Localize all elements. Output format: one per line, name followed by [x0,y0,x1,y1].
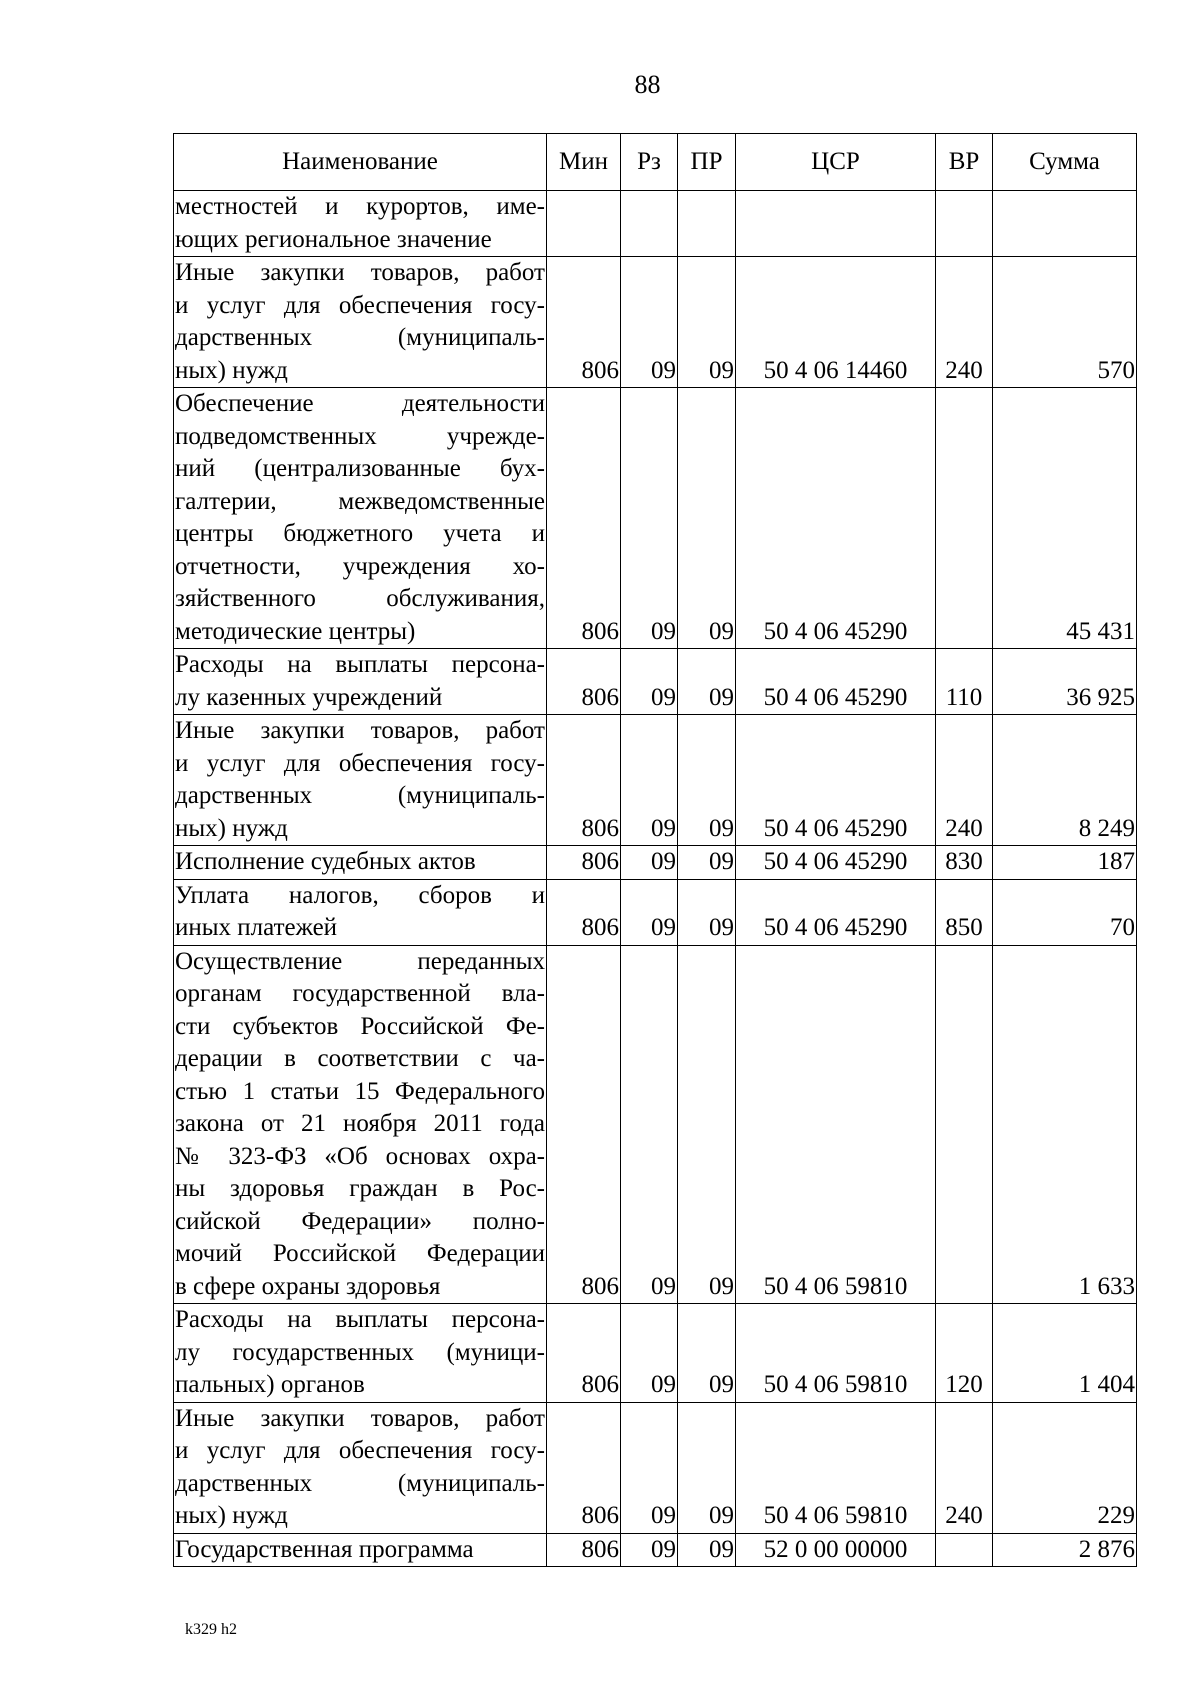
budget-table [173,133,1137,1567]
page-number: 88 [634,70,661,99]
table-row [174,649,1137,715]
cell-name-line: дарственных (муниципаль- [175,324,545,351]
cell-sum: 1 404 [993,1304,1137,1403]
cell-name-line: Иные закупки товаров, работ [175,259,545,286]
cell-name-line: закона от 21 ноября 2011 года [175,1110,545,1137]
cell-csr: 50 4 06 45290 [736,846,936,880]
cell-name-line: методические центры) [175,617,416,645]
cell-vr: 240 [936,1402,993,1533]
cell-sum: 187 [993,846,1137,880]
cell-name-line: ных) нужд [175,356,288,384]
cell-name-line: Государственная программа [175,1535,474,1563]
cell-sum: 36 925 [993,649,1137,715]
cell-name-line: подведомственных учрежде- [175,422,545,450]
cell-name [174,1304,547,1403]
cell-min: 806 [547,388,621,649]
cell-name-line: и услуг для обеспечения госу- [175,291,545,319]
cell-pr: 09 [678,388,736,649]
cell-name-line: ных) нужд [175,814,288,842]
cell-name-line: и услуг для обеспечения госу- [175,1437,545,1464]
cell-name [174,388,547,649]
column-header-csr: ЦСР [736,134,936,191]
cell-csr [736,191,936,257]
cell-rz: 09 [621,715,678,846]
cell-name-line: отчетности, учреждения хо- [175,552,545,580]
cell-name-line: и услуг для обеспечения госу- [175,749,545,777]
cell-name-line: дарственных (муниципаль- [175,1469,545,1497]
cell-pr: 09 [678,1304,736,1403]
table-row [174,1304,1137,1403]
cell-name [174,257,547,388]
cell-min: 806 [547,257,621,388]
cell-name-line: Осуществление переданных [175,947,545,975]
cell-name-line: лу государственных (муници- [175,1338,545,1366]
cell-pr: 09 [678,945,736,1304]
cell-sum [993,191,1137,257]
cell-name-line: ных) нужд [175,1502,288,1529]
cell-rz: 09 [621,1304,678,1403]
cell-name-line: сийской Федерации» полно- [175,1207,545,1235]
cell-name [174,879,547,945]
table-row [174,846,1137,880]
cell-min: 806 [547,1533,621,1567]
cell-name-line: ющих региональное значение [175,225,492,253]
cell-pr: 09 [678,715,736,846]
cell-sum: 229 [993,1402,1137,1533]
table-row [174,715,1137,846]
cell-name-line: сти субъектов Российской Фе- [175,1012,545,1040]
cell-vr: 110 [936,649,993,715]
cell-name-line: Расходы на выплаты персона- [175,651,545,678]
cell-pr: 09 [678,257,736,388]
cell-sum: 45 431 [993,388,1137,649]
column-header-sum: Сумма [993,134,1137,191]
table-row [174,388,1137,649]
cell-pr [678,191,736,257]
cell-rz [621,191,678,257]
cell-vr [936,1533,993,1567]
cell-csr: 50 4 06 45290 [736,388,936,649]
table-row [174,257,1137,388]
cell-pr: 09 [678,1402,736,1533]
cell-csr: 50 4 06 59810 [736,1304,936,1403]
table-row [174,879,1137,945]
cell-min: 806 [547,1402,621,1533]
cell-rz: 09 [621,945,678,1304]
cell-name-line: мочий Российской Федерации [175,1240,545,1267]
cell-csr: 52 0 00 00000 [736,1533,936,1567]
cell-name-line: иных платежей [175,914,338,941]
cell-name [174,1533,547,1567]
cell-vr: 120 [936,1304,993,1403]
cell-vr: 240 [936,257,993,388]
table-row [174,945,1137,1304]
column-header-pr: ПР [678,134,736,191]
cell-pr: 09 [678,846,736,880]
cell-name-line: Иные закупки товаров, работ [175,717,545,744]
cell-min [547,191,621,257]
column-header-rz: Рз [621,134,678,191]
cell-name-line: зяйственного обслуживания, [175,585,545,612]
cell-csr: 50 4 06 45290 [736,879,936,945]
table-row [174,1533,1137,1567]
cell-min: 806 [547,945,621,1304]
cell-csr: 50 4 06 45290 [736,715,936,846]
cell-min: 806 [547,846,621,880]
cell-name [174,715,547,846]
cell-name-line: Иные закупки товаров, работ [175,1404,545,1432]
cell-name [174,191,547,257]
cell-name [174,649,547,715]
cell-sum: 1 633 [993,945,1137,1304]
column-header-min: Мин [547,134,621,191]
cell-rz: 09 [621,1402,678,1533]
table-body [174,191,1137,1567]
cell-name [174,846,547,880]
cell-name-line: Исполнение судебных актов [175,848,476,875]
cell-name-line: органам государственной вла- [175,980,545,1007]
cell-vr: 850 [936,879,993,945]
cell-name-line: лу казенных учреждений [175,683,443,711]
cell-name-line: № 323-ФЗ «Об основах охра- [175,1142,545,1170]
table-row [174,191,1137,257]
cell-pr: 09 [678,1533,736,1567]
cell-vr [936,191,993,257]
table-header-row [174,134,1137,191]
cell-csr: 50 4 06 45290 [736,649,936,715]
cell-name-line: в сфере охраны здоровья [175,1272,441,1300]
cell-name-line: стью 1 статьи 15 Федерального [175,1077,545,1105]
cell-sum: 8 249 [993,715,1137,846]
cell-rz: 09 [621,388,678,649]
cell-name-line: Уплата налогов, сборов и [175,881,545,909]
cell-csr: 50 4 06 59810 [736,1402,936,1533]
cell-name-line: дарственных (муниципаль- [175,782,545,809]
footer-code: k329 h2 [185,1621,237,1638]
cell-name-line: центры бюджетного учета и [175,520,545,547]
cell-rz: 09 [621,846,678,880]
cell-csr: 50 4 06 14460 [736,257,936,388]
cell-name-line: ний (централизованные бух- [175,455,545,482]
cell-vr: 830 [936,846,993,880]
cell-csr: 50 4 06 59810 [736,945,936,1304]
cell-rz: 09 [621,257,678,388]
column-header-name: Наименование [174,134,547,191]
cell-vr: 240 [936,715,993,846]
cell-min: 806 [547,1304,621,1403]
cell-name-line: дерации в соответствии с ча- [175,1045,545,1072]
cell-rz: 09 [621,649,678,715]
cell-rz: 09 [621,1533,678,1567]
cell-name [174,1402,547,1533]
cell-pr: 09 [678,649,736,715]
cell-vr [936,388,993,649]
cell-pr: 09 [678,879,736,945]
cell-name-line: пальных) органов [175,1371,365,1398]
cell-name [174,945,547,1304]
cell-vr [936,945,993,1304]
cell-sum: 2 876 [993,1533,1137,1567]
cell-name-line: Обеспечение деятельности [175,390,545,417]
cell-sum: 70 [993,879,1137,945]
cell-sum: 570 [993,257,1137,388]
column-header-vr: ВР [936,134,993,191]
cell-name-line: ны здоровья граждан в Рос- [175,1175,545,1202]
cell-name-line: Расходы на выплаты персона- [175,1306,545,1333]
cell-name-line: местностей и курортов, име- [175,193,545,220]
cell-min: 806 [547,649,621,715]
cell-min: 806 [547,715,621,846]
cell-name-line: галтерии, межведомственные [175,487,545,515]
cell-rz: 09 [621,879,678,945]
cell-min: 806 [547,879,621,945]
table-row [174,1402,1137,1533]
